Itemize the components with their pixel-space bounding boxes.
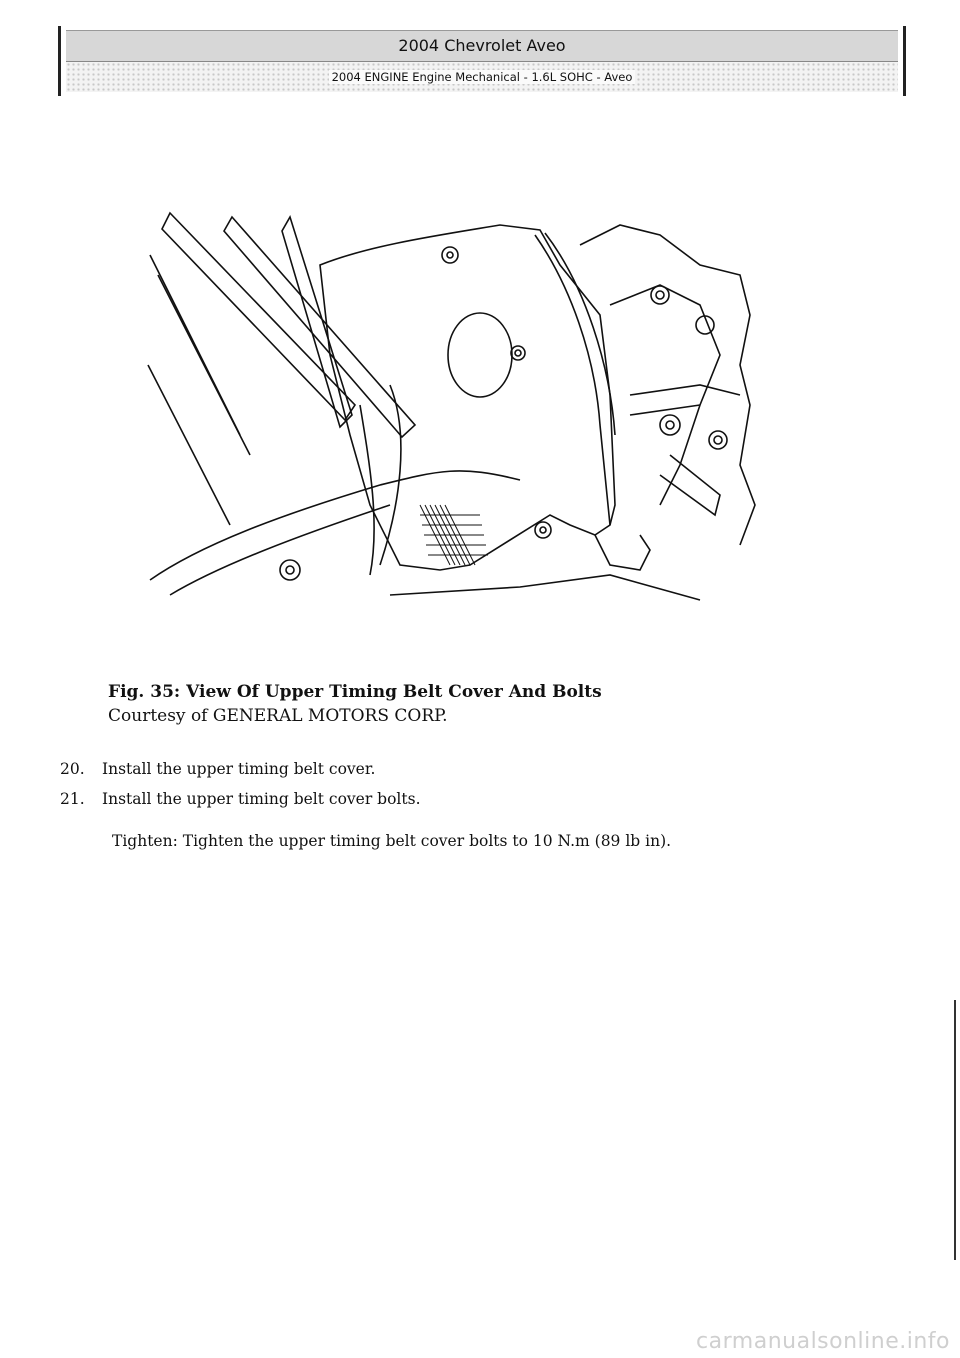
page-header	[58, 26, 906, 96]
step-text: Install the upper timing belt cover bolts.	[102, 790, 421, 808]
procedure-steps	[60, 754, 421, 814]
figure-caption-title: Fig. 35: View Of Upper Timing Belt Cover And Bolts	[108, 682, 602, 702]
step-number: 20.	[60, 760, 85, 778]
torque-label: Tighten:	[112, 832, 178, 850]
torque-spec	[112, 832, 671, 850]
timing-belt-cover-illustration	[140, 205, 760, 605]
step-item	[60, 784, 421, 814]
step-text: Install the upper timing belt cover.	[102, 760, 376, 778]
page-edge-mark	[954, 1000, 956, 1260]
document-subtitle-text: 2004 ENGINE Engine Mechanical - 1.6L SOHC - Aveo	[329, 70, 636, 84]
site-watermark: carmanualsonline.info	[696, 1329, 950, 1354]
step-item	[60, 754, 421, 784]
figure-caption-credit: Courtesy of GENERAL MOTORS CORP.	[108, 706, 448, 726]
document-title: 2004 Chevrolet Aveo	[66, 30, 898, 62]
header-left-border	[58, 26, 61, 96]
step-number: 21.	[60, 790, 85, 808]
header-right-border	[903, 26, 906, 96]
torque-text: Tighten the upper timing belt cover bolts to 10 N.m (89 lb in).	[182, 832, 672, 850]
document-subtitle	[66, 62, 898, 92]
figure-caption	[108, 680, 602, 728]
